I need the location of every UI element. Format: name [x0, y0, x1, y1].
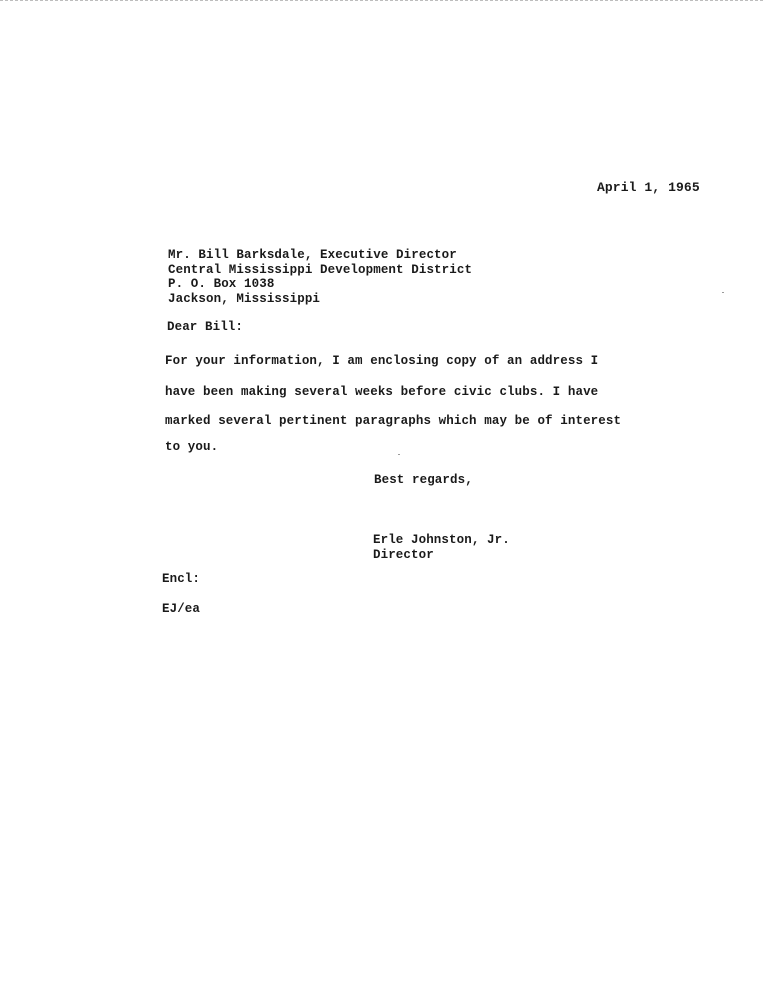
recipient-city-line: Jackson, Mississippi: [168, 292, 321, 306]
body-line-2: have been making several weeks before civic clubs. I have: [165, 385, 599, 399]
closing: Best regards,: [374, 473, 473, 487]
recipient-name-line: Mr. Bill Barksdale, Executive Director: [168, 248, 457, 262]
scan-speck: [722, 292, 724, 293]
recipient-po-box-line: P. O. Box 1038: [168, 277, 275, 291]
body-line-4: to you.: [165, 440, 219, 454]
letter-date: April 1, 1965: [597, 180, 700, 195]
scan-speck: [398, 454, 400, 455]
signature-name: Erle Johnston, Jr.: [373, 533, 510, 547]
reference-initials: EJ/ea: [162, 602, 201, 616]
recipient-organization-line: Central Mississippi Development District: [168, 263, 473, 277]
body-line-1: For your information, I am enclosing copy of an address I: [165, 354, 599, 368]
enclosure-notation: Encl:: [162, 572, 201, 586]
body-line-3: marked several pertinent paragraphs which may be of interest: [165, 414, 622, 428]
page-top-edge: [0, 0, 763, 1]
salutation: Dear Bill:: [167, 320, 244, 334]
signature-title: Director: [373, 548, 434, 562]
